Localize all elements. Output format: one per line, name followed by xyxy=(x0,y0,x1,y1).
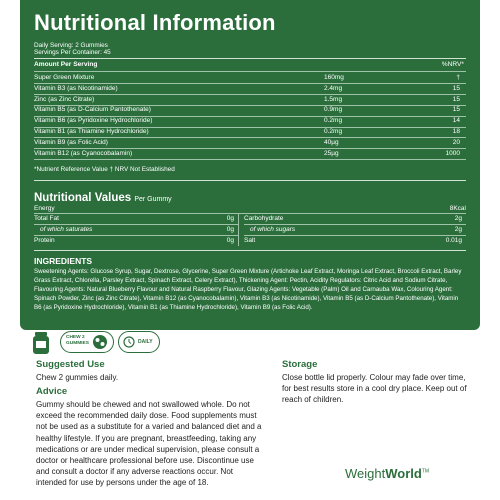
nv-value: 0g xyxy=(226,226,234,233)
nutrient-name: Vitamin B6 (as Pyridoxine Hydrochloride) xyxy=(34,117,153,125)
logo-text-b: World xyxy=(385,466,422,481)
nutrient-row xyxy=(34,73,466,83)
nv-label: of which sugars xyxy=(250,226,296,233)
nutrient-amount: 25µg xyxy=(324,149,339,157)
energy-label: Energy xyxy=(34,205,55,212)
nutrient-row xyxy=(34,84,466,94)
divider xyxy=(34,58,466,59)
column-divider xyxy=(238,213,239,246)
divider xyxy=(34,159,466,160)
nutrient-name: Super Green Mixture xyxy=(34,74,95,81)
nutrient-row xyxy=(34,116,466,126)
nutrient-name: Zinc (as Zinc Citrate) xyxy=(34,95,95,103)
nutritional-value-row xyxy=(34,213,238,224)
nutrient-row xyxy=(34,95,466,105)
nutrient-row xyxy=(34,149,466,159)
nutrient-row xyxy=(34,138,466,148)
logo-text-a: Weight xyxy=(345,466,386,481)
storage-text: Close bottle lid properly. Colour may fade over time, for best results store in a cool dry place. Keep out of reach of children. xyxy=(282,373,467,405)
advice-title: Advice xyxy=(36,386,68,397)
storage-title: Storage xyxy=(282,359,318,370)
nutrient-nrv: 1000 xyxy=(445,149,460,157)
nv-label: Carbohydrate xyxy=(244,215,284,222)
header-nrv: %NRV* xyxy=(441,61,464,68)
nutrient-amount: 2.4mg xyxy=(324,84,343,92)
nutrient-name: Vitamin B9 (as Folic Acid) xyxy=(34,138,108,146)
daily-badge xyxy=(118,331,160,353)
daily-serving: Daily Serving: 2 Gummies xyxy=(34,42,108,49)
nutrient-name: Vitamin B5 (as D-Calcium Pantothenate) xyxy=(34,106,151,114)
suggested-use-title: Suggested Use xyxy=(36,359,105,370)
weightworld-logo xyxy=(345,466,429,481)
chew-gummies-badge xyxy=(60,331,114,353)
panel-title: Nutritional Information xyxy=(34,10,276,35)
daily-label: DAILY xyxy=(138,339,153,345)
nutrient-name: Vitamin B1 (as Thiamine Hydrochloride) xyxy=(34,128,149,135)
nutrient-nrv: 14 xyxy=(452,117,460,125)
nv-title-text: Nutritional Values xyxy=(34,192,132,204)
nutritional-value-row xyxy=(34,224,238,235)
ingredients-text: Sweetening Agents: Glucose Syrup, Sugar, Dextrose, Glycerine, Super Green Mixture (Artichoke Leaf Extract, Moringa Leaf Extract, Broccoli Extract, Barley Grass Extract, Chlorella, Parsley Extract, Spinach Extract, Celery Extract), Thickening Agent: Pectin, Acidity Regulators: Citric Acid and Sodium Citrate, Flavouring Agents: Natural Blueberry Flavour and Natural Raspberry Flavour, Glazing Agents: Vegetable (Palm) Oil and Carnauba Wax, Colouring Agent: Spinach Powder, Zinc (as Zinc Citrate), Vitamin B12 (as Cyanocobalamin), Vitamin B3 (as Nicotinamide), Vitamin B5 (as D-Calcium Pantothenate), Vitamin B6 (as Pyridoxine Hydrochloride), Vitamin B1 (as Thiamine Hydrochloride), Vitamin B9 (as Folic Acid). xyxy=(34,268,462,311)
nv-value: 0.01g xyxy=(445,237,462,244)
nutrient-amount: 1.5mg xyxy=(324,95,343,103)
nv-label: of which saturates xyxy=(40,226,93,233)
nv-subtitle: Per Gummy xyxy=(134,196,172,203)
nutrition-panel xyxy=(20,0,480,330)
nutrient-nrv: 15 xyxy=(452,84,460,92)
divider xyxy=(34,180,466,181)
nutrient-amount: 160mg xyxy=(324,74,344,81)
servings-per-container: Servings Per Container: 45 xyxy=(34,49,111,56)
header-amount: Amount Per Serving xyxy=(34,61,98,68)
nutrient-nrv: 15 xyxy=(452,95,460,103)
nv-value: 0g xyxy=(226,215,234,222)
footnote: *Nutrient Reference Value † NRV Not Established xyxy=(34,166,175,173)
nutrient-amount: 0.2mg xyxy=(324,128,343,135)
nv-value: 2g xyxy=(454,226,462,233)
nv-label: Salt xyxy=(244,237,256,244)
nutrient-name: Vitamin B3 (as Nicotinamide) xyxy=(34,84,118,92)
nutrient-amount: 40µg xyxy=(324,138,339,146)
nv-value: 0g xyxy=(226,237,234,244)
logo-tm: TM xyxy=(421,468,430,475)
nutrient-nrv: 18 xyxy=(452,128,460,135)
bottle-icon xyxy=(28,330,54,356)
divider xyxy=(34,71,466,72)
nv-label: Protein xyxy=(34,237,55,244)
nutrient-row xyxy=(34,127,466,137)
ingredients-title: INGREDIENTS xyxy=(34,256,93,266)
nv-value: 2g xyxy=(454,215,462,222)
nutrient-amount: 0.9mg xyxy=(324,106,343,114)
advice-text: Gummy should be chewed and not swallowed whole. Do not exceed the recommended daily dose. Food supplements must not be used as a substitute for a varied and balanced diet and a healthy lifestyle. If you are pregnant, breastfeeding, taking any medications or are under medical supervision, please consult a doctor or healthcare professional before use. Discontinue use and consult a doctor if any adverse reactions occur. Not intended for use by persons under the age of 18. xyxy=(36,400,262,488)
nutrient-name: Vitamin B12 (as Cyanocobalamin) xyxy=(34,149,133,157)
nutritional-value-row xyxy=(244,213,466,224)
nutrient-nrv: 20 xyxy=(452,138,460,146)
nutritional-value-row xyxy=(34,235,238,246)
nutrient-row xyxy=(34,105,466,115)
divider xyxy=(34,250,466,251)
nutritional-value-row xyxy=(244,224,466,235)
suggested-use-text: Chew 2 gummies daily. xyxy=(36,373,119,382)
nutrient-nrv: 15 xyxy=(452,106,460,114)
nutritional-value-row xyxy=(244,235,466,246)
nv-label: Total Fat xyxy=(34,215,59,222)
energy-value: 8Kcal xyxy=(449,205,466,212)
nutrient-amount: 0.2mg xyxy=(324,117,343,125)
chew-label: CHEW 2 GUMMIES xyxy=(66,335,89,346)
nutrient-nrv: † xyxy=(456,74,460,81)
